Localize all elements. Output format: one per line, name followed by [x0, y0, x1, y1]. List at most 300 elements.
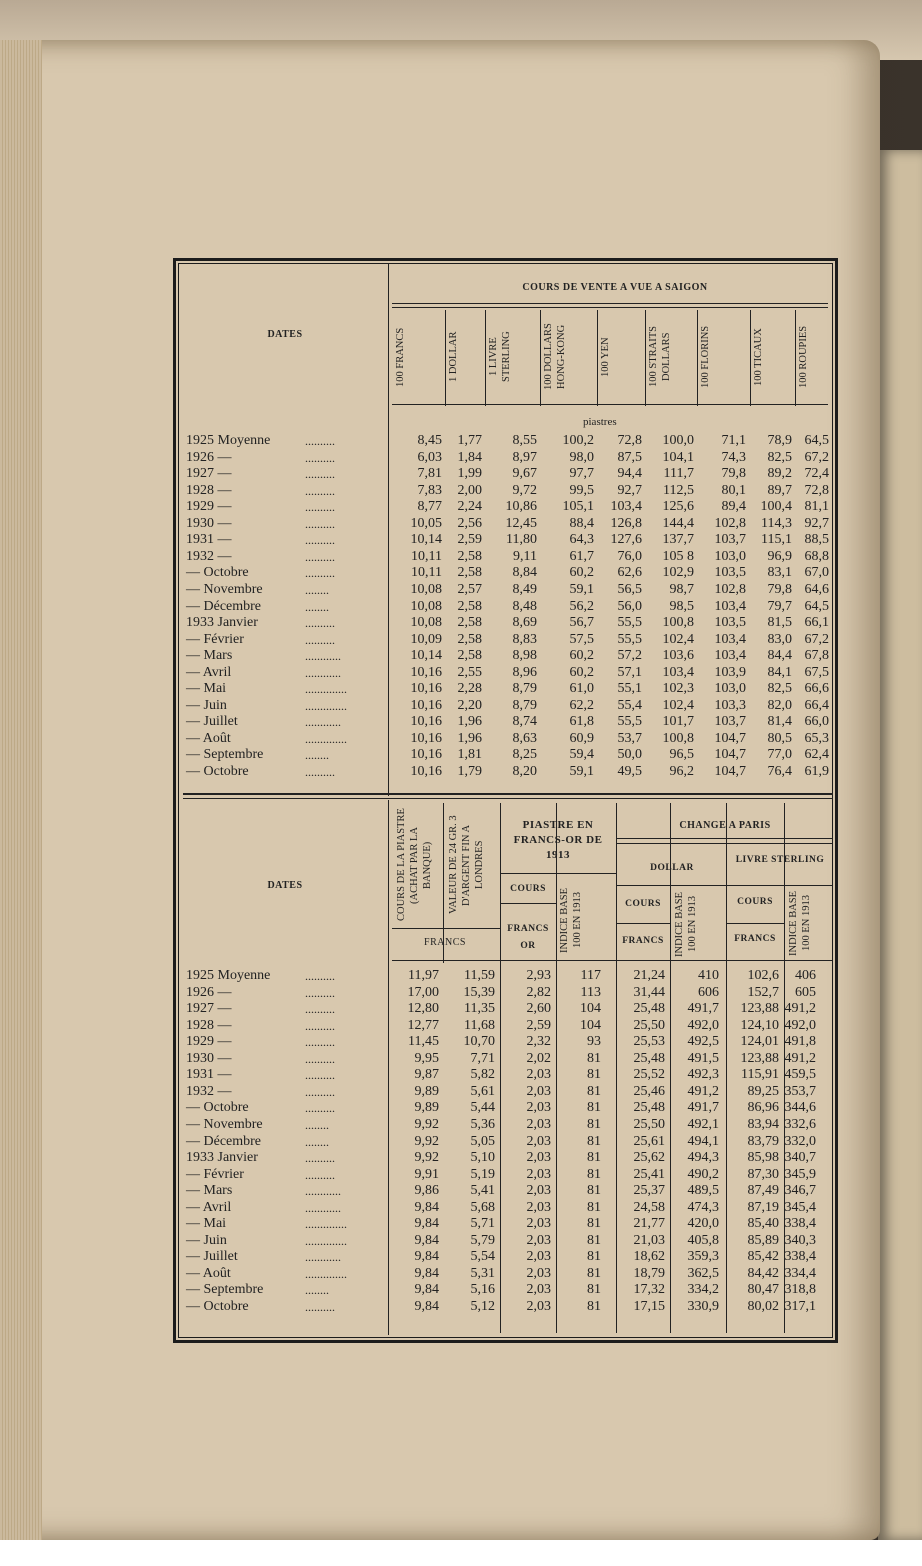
top-row-value: 102,4 — [662, 697, 694, 713]
bottom-row-value: 85,40 — [747, 1216, 779, 1232]
bottom-row-value: 9,84 — [414, 1299, 439, 1314]
bottom-row-value: 123,88 — [740, 1050, 779, 1066]
bottom-row-value: 338,4 — [784, 1216, 816, 1232]
top-row-value: 55,5 — [617, 714, 642, 730]
bottom-row-value: 344,6 — [784, 1100, 816, 1116]
top-row-value: 76,4 — [767, 764, 792, 779]
bottom-row-value: 124,10 — [740, 1017, 779, 1033]
bottom-row-value: 81 — [587, 1150, 601, 1166]
top-row-value: 8,55 — [512, 433, 537, 448]
bottom-row-value: 494,3 — [687, 1150, 719, 1166]
bottom-row-value: 2,03 — [526, 1299, 551, 1314]
top-row-value: 1,79 — [457, 764, 482, 779]
bottom-row-value: 25,50 — [633, 1017, 665, 1033]
top-row-value: 10,16 — [410, 664, 442, 680]
top-row-value: 57,1 — [617, 664, 642, 680]
bottom-row-value: 5,68 — [470, 1199, 495, 1215]
top-row-value: 59,4 — [569, 747, 594, 763]
bottom-row-value: 123,88 — [740, 1001, 779, 1017]
bottom-row-value: 115,91 — [741, 1067, 779, 1083]
bottom-row-value: 492,0 — [687, 1017, 719, 1033]
bottom-row-dots: .......... — [305, 1084, 335, 1099]
bottom-row-date: 1933 Janvier — [186, 1150, 258, 1166]
top-row-dots: .......... — [305, 500, 335, 515]
top-col-divider — [597, 310, 598, 406]
bottom-row-date: — Février — [186, 1166, 244, 1182]
top-row-value: 98,0 — [569, 449, 594, 465]
top-row-dots: .......... — [305, 549, 335, 564]
top-row-value: 80,1 — [721, 482, 746, 498]
top-row-value: 102,9 — [662, 565, 694, 581]
bottom-row-value: 9,91 — [414, 1166, 439, 1182]
bottom-piastre-rule — [500, 873, 616, 874]
bottom-row-value: 87,19 — [747, 1199, 779, 1215]
top-row-value: 11,80 — [506, 532, 537, 548]
bottom-row-value: 362,5 — [687, 1265, 719, 1281]
bottom-row-value: 11,68 — [464, 1017, 495, 1033]
top-row-value: 114,3 — [761, 515, 792, 531]
top-row-value: 9,72 — [512, 482, 537, 498]
bottom-row-value: 491,8 — [784, 1034, 816, 1050]
top-bottom-rule-2 — [183, 798, 833, 799]
top-row-value: 68,8 — [804, 548, 829, 564]
top-row-value: 56,5 — [617, 581, 642, 597]
top-row-date: — Novembre — [186, 581, 263, 597]
bottom-row-value: 492,1 — [687, 1116, 719, 1132]
top-row-value: 2,58 — [457, 548, 482, 564]
top-row-value: 92,7 — [804, 515, 829, 531]
bottom-row-date: 1929 — — [186, 1034, 232, 1050]
top-row-value: 10,11 — [411, 565, 442, 581]
top-row-value: 8,74 — [512, 714, 537, 730]
top-row-value: 2,57 — [457, 581, 482, 597]
bottom-row-value: 80,47 — [747, 1282, 779, 1298]
bottom-row-value: 93 — [587, 1034, 601, 1050]
top-row-value: 8,96 — [512, 664, 537, 680]
bottom-row-date: 1926 — — [186, 984, 232, 1000]
bottom-row-value: 5,41 — [470, 1183, 495, 1199]
bottom-col1-header: COURS DE LA PIASTRE (ACHAT PAR LA BANQUE) — [396, 808, 433, 922]
top-row-value: 12,45 — [505, 515, 537, 531]
top-row-value: 103,4 — [662, 664, 694, 680]
bottom-row-value: 2,03 — [526, 1133, 551, 1149]
top-col-divider — [445, 310, 446, 406]
top-row-value: 56,7 — [569, 615, 594, 631]
bottom-row-value: 5,71 — [470, 1216, 495, 1232]
bottom-francs-rule — [392, 928, 500, 929]
bottom-row-value: 81 — [587, 1265, 601, 1281]
bottom-row-dots: .......... — [305, 985, 335, 1000]
bottom-row-date: 1928 — — [186, 1017, 232, 1033]
top-row-dots: ............ — [305, 715, 341, 730]
top-row-value: 64,6 — [804, 581, 829, 597]
top-row-value: 8,48 — [512, 598, 537, 614]
bottom-row-value: 606 — [698, 984, 719, 1000]
bottom-row-value: 5,16 — [470, 1282, 495, 1298]
top-row-value: 7,83 — [417, 482, 442, 498]
bottom-row-value: 5,31 — [470, 1265, 495, 1281]
top-row-dots: .............. — [305, 698, 347, 713]
bottom-row-value: 9,86 — [414, 1183, 439, 1199]
top-row-value: 100,8 — [662, 730, 694, 746]
top-col-header: 100 FRANCS — [395, 327, 406, 387]
top-row-value: 89,4 — [721, 499, 746, 515]
bottom-row-value: 21,03 — [633, 1232, 665, 1248]
top-row-value: 104,7 — [714, 747, 746, 763]
bottom-row-date: — Juillet — [186, 1249, 238, 1265]
bottom-row-value: 18,62 — [633, 1249, 665, 1265]
bottom-row-value: 346,7 — [784, 1183, 816, 1199]
top-row-value: 66,4 — [804, 697, 829, 713]
bottom-row-value: 152,7 — [747, 984, 779, 1000]
bottom-row-value: 410 — [698, 968, 719, 983]
top-row-value: 103,5 — [714, 565, 746, 581]
bottom-row-value: 81 — [587, 1199, 601, 1215]
bottom-row-value: 81 — [587, 1232, 601, 1248]
bottom-row-value: 345,9 — [784, 1166, 816, 1182]
top-row-value: 103,4 — [714, 631, 746, 647]
top-row-value: 103,4 — [714, 598, 746, 614]
bottom-row-value: 406 — [795, 968, 816, 983]
top-group-rule-1 — [392, 303, 828, 304]
top-row-dots: .......... — [305, 516, 335, 531]
bottom-row-value: 318,8 — [784, 1282, 816, 1298]
top-row-value: 57,5 — [569, 631, 594, 647]
bottom-row-value: 80,02 — [747, 1299, 779, 1314]
bottom-row-value: 9,84 — [414, 1232, 439, 1248]
bottom-row-value: 5,44 — [470, 1100, 495, 1116]
top-row-value: 2,58 — [457, 631, 482, 647]
top-col-header: 100 YEN — [600, 337, 611, 377]
bottom-row-value: 2,60 — [526, 1001, 551, 1017]
top-row-value: 103,9 — [714, 664, 746, 680]
bottom-row-value: 9,89 — [414, 1083, 439, 1099]
top-row-value: 8,79 — [512, 681, 537, 697]
bottom-row-value: 2,02 — [526, 1050, 551, 1066]
bottom-cours3: COURS — [737, 897, 773, 907]
top-row-value: 1,99 — [457, 466, 482, 482]
bottom-row-dots: ........ — [305, 1283, 329, 1298]
bottom-indice2: INDICE BASE 100 EN 1913 — [674, 891, 698, 957]
bottom-row-value: 83,94 — [747, 1116, 779, 1132]
bottom-row-value: 491,7 — [687, 1001, 719, 1017]
top-row-value: 10,16 — [410, 697, 442, 713]
bottom-row-value: 25,61 — [633, 1133, 665, 1149]
top-row-value: 89,7 — [767, 482, 792, 498]
top-row-value: 112,5 — [663, 482, 694, 498]
top-row-value: 89,2 — [767, 466, 792, 482]
bottom-col2-header: VALEUR DE 24 GR. 3 D'ARGENT FIN A LONDRES — [448, 815, 485, 915]
bottom-row-value: 491,5 — [687, 1050, 719, 1066]
top-row-date: 1929 — — [186, 499, 232, 515]
top-row-value: 10,08 — [410, 598, 442, 614]
top-row-value: 103,4 — [714, 648, 746, 664]
top-row-value: 64,3 — [569, 532, 594, 548]
bottom-row-value: 334,2 — [687, 1282, 719, 1298]
bottom-cours2-rule — [616, 923, 670, 924]
top-row-value: 127,6 — [610, 532, 642, 548]
top-row-value: 83,1 — [767, 565, 792, 581]
top-row-date: — Mai — [186, 681, 227, 697]
bottom-row-value: 81 — [587, 1282, 601, 1298]
bottom-row-dots: ............ — [305, 1200, 341, 1215]
top-row-value: 92,7 — [617, 482, 642, 498]
bottom-row-value: 81 — [587, 1183, 601, 1199]
top-row-value: 10,09 — [410, 631, 442, 647]
top-row-date: 1926 — — [186, 449, 232, 465]
top-col-divider — [750, 310, 751, 406]
top-col-header: 1 DOLLAR — [448, 331, 459, 383]
bottom-row-value: 490,2 — [687, 1166, 719, 1182]
bottom-row-date: 1932 — — [186, 1083, 232, 1099]
top-row-value: 10,05 — [410, 515, 442, 531]
top-row-value: 1,81 — [457, 747, 482, 763]
bottom-row-date: — Décembre — [186, 1133, 262, 1149]
top-row-value: 2,58 — [457, 565, 482, 581]
bottom-row-value: 332,6 — [784, 1116, 816, 1132]
bottom-row-date: 1931 — — [186, 1067, 232, 1083]
top-row-dots: .......... — [305, 566, 335, 581]
bottom-row-value: 11,97 — [408, 968, 439, 983]
top-col-header: 100 STRAITS DOLLARS — [648, 326, 672, 388]
top-row-value: 72,8 — [617, 433, 642, 448]
top-dates-header: DATES — [267, 329, 303, 340]
top-row-value: 102,8 — [714, 581, 746, 597]
top-row-date: 1931 — — [186, 532, 232, 548]
bottom-row-date: 1925 Moyenne — [186, 968, 271, 983]
top-row-value: 98,5 — [669, 598, 694, 614]
top-row-date: — Mars — [186, 648, 233, 664]
top-row-value: 2,58 — [457, 648, 482, 664]
top-row-value: 88,5 — [804, 532, 829, 548]
top-col-divider — [697, 310, 698, 406]
bottom-francs2: FRANCS — [622, 936, 664, 946]
bottom-row-dots: .............. — [305, 1233, 347, 1248]
top-row-value: 8,49 — [512, 581, 537, 597]
bottom-row-dots: .......... — [305, 1035, 335, 1050]
top-row-value: 10,16 — [410, 681, 442, 697]
bottom-row-dots: .......... — [305, 1101, 335, 1116]
bottom-row-value: 2,03 — [526, 1282, 551, 1298]
bottom-row-value: 81 — [587, 1050, 601, 1066]
top-row-value: 60,9 — [569, 730, 594, 746]
bottom-row-value: 25,48 — [633, 1001, 665, 1017]
top-row-value: 2,56 — [457, 515, 482, 531]
bottom-row-value: 17,32 — [633, 1282, 665, 1298]
top-row-value: 8,79 — [512, 697, 537, 713]
bottom-row-dots: .......... — [305, 1151, 335, 1166]
top-row-value: 8,69 — [512, 615, 537, 631]
top-row-value: 74,3 — [721, 449, 746, 465]
bottom-row-value: 491,7 — [687, 1100, 719, 1116]
bottom-row-value: 25,53 — [633, 1034, 665, 1050]
bottom-row-value: 345,4 — [784, 1199, 816, 1215]
bottom-row-value: 2,03 — [526, 1199, 551, 1215]
top-row-value: 98,7 — [669, 581, 694, 597]
bottom-row-value: 9,84 — [414, 1199, 439, 1215]
top-row-value: 67,2 — [804, 449, 829, 465]
bottom-row-value: 2,03 — [526, 1116, 551, 1132]
top-row-value: 8,63 — [512, 730, 537, 746]
top-col-header: 100 TICAUX — [753, 328, 764, 386]
top-row-value: 66,1 — [804, 615, 829, 631]
bottom-row-date: — Avril — [186, 1199, 232, 1215]
bottom-row-value: 330,9 — [687, 1299, 719, 1314]
bottom-row-value: 81 — [587, 1100, 601, 1116]
bottom-row-date: — Juin — [186, 1232, 227, 1248]
top-row-value: 103,0 — [714, 548, 746, 564]
bottom-row-value: 24,58 — [633, 1199, 665, 1215]
top-row-dots: .......... — [305, 467, 335, 482]
top-row-value: 77,0 — [767, 747, 792, 763]
bottom-row-value: 2,03 — [526, 1166, 551, 1182]
top-row-value: 2,59 — [457, 532, 482, 548]
top-row-value: 55,5 — [617, 615, 642, 631]
bottom-row-value: 2,59 — [526, 1017, 551, 1033]
top-col-divider — [645, 310, 646, 406]
bottom-row-value: 5,82 — [470, 1067, 495, 1083]
top-row-value: 50,0 — [617, 747, 642, 763]
top-row-value: 100,0 — [662, 433, 694, 448]
bottom-row-date: 1927 — — [186, 1001, 232, 1017]
bottom-row-value: 25,52 — [633, 1067, 665, 1083]
bottom-row-value: 2,03 — [526, 1232, 551, 1248]
top-row-value: 67,2 — [804, 631, 829, 647]
top-row-value: 76,0 — [617, 548, 642, 564]
top-row-dots: ........ — [305, 582, 329, 597]
top-row-value: 82,0 — [767, 697, 792, 713]
bottom-row-value: 104 — [580, 1001, 601, 1017]
top-row-value: 105 8 — [662, 548, 694, 564]
bottom-row-dots: ............ — [305, 1250, 341, 1265]
top-row-date: — Avril — [186, 664, 232, 680]
bottom-row-value: 340,3 — [784, 1232, 816, 1248]
top-row-value: 49,5 — [617, 764, 642, 779]
top-col-header: 100 DOLLARS HONG-KONG — [543, 323, 567, 391]
footer-strip — [0, 1540, 922, 1566]
bottom-row-value: 25,37 — [633, 1183, 665, 1199]
top-row-value: 79,8 — [767, 581, 792, 597]
bottom-row-value: 2,03 — [526, 1100, 551, 1116]
top-row-value: 104,1 — [662, 449, 694, 465]
bottom-row-value: 359,3 — [687, 1249, 719, 1265]
top-row-value: 137,7 — [662, 532, 694, 548]
top-row-value: 81,5 — [767, 615, 792, 631]
bottom-row-value: 338,4 — [784, 1249, 816, 1265]
bottom-row-value: 9,95 — [414, 1050, 439, 1066]
top-row-value: 60,2 — [569, 648, 594, 664]
bottom-col-divider — [616, 803, 617, 963]
bottom-row-value: 405,8 — [687, 1232, 719, 1248]
bottom-row-value: 491,2 — [687, 1083, 719, 1099]
bottom-row-value: 2,03 — [526, 1067, 551, 1083]
top-row-value: 10,14 — [410, 648, 442, 664]
top-row-value: 64,5 — [804, 433, 829, 448]
top-row-dots: .......... — [305, 434, 335, 448]
bottom-row-value: 85,42 — [747, 1249, 779, 1265]
bottom-row-value: 11,59 — [464, 968, 495, 983]
bottom-row-value: 332,0 — [784, 1133, 816, 1149]
bottom-row-value: 492,3 — [687, 1067, 719, 1083]
bottom-row-dots: .............. — [305, 1266, 347, 1281]
top-row-value: 72,8 — [804, 482, 829, 498]
top-row-dots: .......... — [305, 533, 335, 548]
top-row-value: 104,7 — [714, 730, 746, 746]
bottom-row-value: 605 — [795, 984, 816, 1000]
bottom-row-value: 2,93 — [526, 968, 551, 983]
top-row-value: 144,4 — [662, 515, 694, 531]
bottom-row-value: 489,5 — [687, 1183, 719, 1199]
bottom-row-value: 12,80 — [407, 1001, 439, 1017]
bottom-row-value: 9,92 — [414, 1150, 439, 1166]
bottom-row-value: 25,48 — [633, 1050, 665, 1066]
bottom-row-value: 340,7 — [784, 1150, 816, 1166]
top-row-value: 8,83 — [512, 631, 537, 647]
bottom-row-dots: .............. — [305, 1217, 347, 1232]
top-row-value: 102,4 — [662, 631, 694, 647]
top-row-value: 100,2 — [562, 433, 594, 448]
top-col-header: 100 FLORINS — [700, 325, 711, 389]
top-row-value: 10,86 — [505, 499, 537, 515]
top-row-value: 79,8 — [721, 466, 746, 482]
bottom-row-value: 9,89 — [414, 1100, 439, 1116]
top-row-value: 61,8 — [569, 714, 594, 730]
bottom-row-value: 18,79 — [633, 1265, 665, 1281]
top-row-value: 78,9 — [767, 433, 792, 448]
top-row-date: 1933 Janvier — [186, 615, 258, 631]
bottom-row-value: 81 — [587, 1083, 601, 1099]
top-col-divider — [795, 310, 796, 406]
bottom-row-value: 2,32 — [526, 1034, 551, 1050]
bottom-row-value: 5,79 — [470, 1232, 495, 1248]
bottom-cours1: COURS — [510, 884, 546, 894]
top-row-value: 80,5 — [767, 730, 792, 746]
top-row-dots: ........ — [305, 599, 329, 614]
bottom-row-date: — Septembre — [186, 1282, 264, 1298]
bottom-change-rule-1 — [616, 838, 832, 839]
top-row-date: — Février — [186, 631, 244, 647]
top-col-divider — [485, 310, 486, 406]
bottom-row-value: 117 — [580, 968, 601, 983]
top-row-value: 103,0 — [714, 681, 746, 697]
top-row-value: 8,25 — [512, 747, 537, 763]
bottom-row-value: 102,6 — [747, 968, 779, 983]
bottom-row-dots: .......... — [305, 969, 335, 983]
bottom-row-date: — Mars — [186, 1183, 233, 1199]
top-row-value: 56,2 — [569, 598, 594, 614]
bottom-row-value: 492,5 — [687, 1034, 719, 1050]
bottom-row-value: 87,30 — [747, 1166, 779, 1182]
top-row-dots: ........ — [305, 748, 329, 763]
top-row-value: 55,4 — [617, 697, 642, 713]
top-row-date: — Juin — [186, 697, 227, 713]
top-row-dots: .............. — [305, 682, 347, 697]
top-row-value: 1,96 — [457, 714, 482, 730]
top-row-date: — Septembre — [186, 747, 264, 763]
top-row-value: 79,7 — [767, 598, 792, 614]
bottom-row-value: 113 — [580, 984, 601, 1000]
top-group-header: COURS DE VENTE A VUE A SAIGON — [522, 282, 708, 293]
bottom-row-value: 124,01 — [740, 1034, 779, 1050]
top-row-value: 59,1 — [569, 764, 594, 779]
bottom-dates-header: DATES — [267, 880, 303, 891]
top-row-value: 87,5 — [617, 449, 642, 465]
top-row-value: 2,58 — [457, 615, 482, 631]
bottom-cours3-rule — [726, 923, 784, 924]
top-row-value: 10,16 — [410, 714, 442, 730]
bottom-dollar: DOLLAR — [650, 863, 694, 873]
bottom-row-value: 420,0 — [687, 1216, 719, 1232]
